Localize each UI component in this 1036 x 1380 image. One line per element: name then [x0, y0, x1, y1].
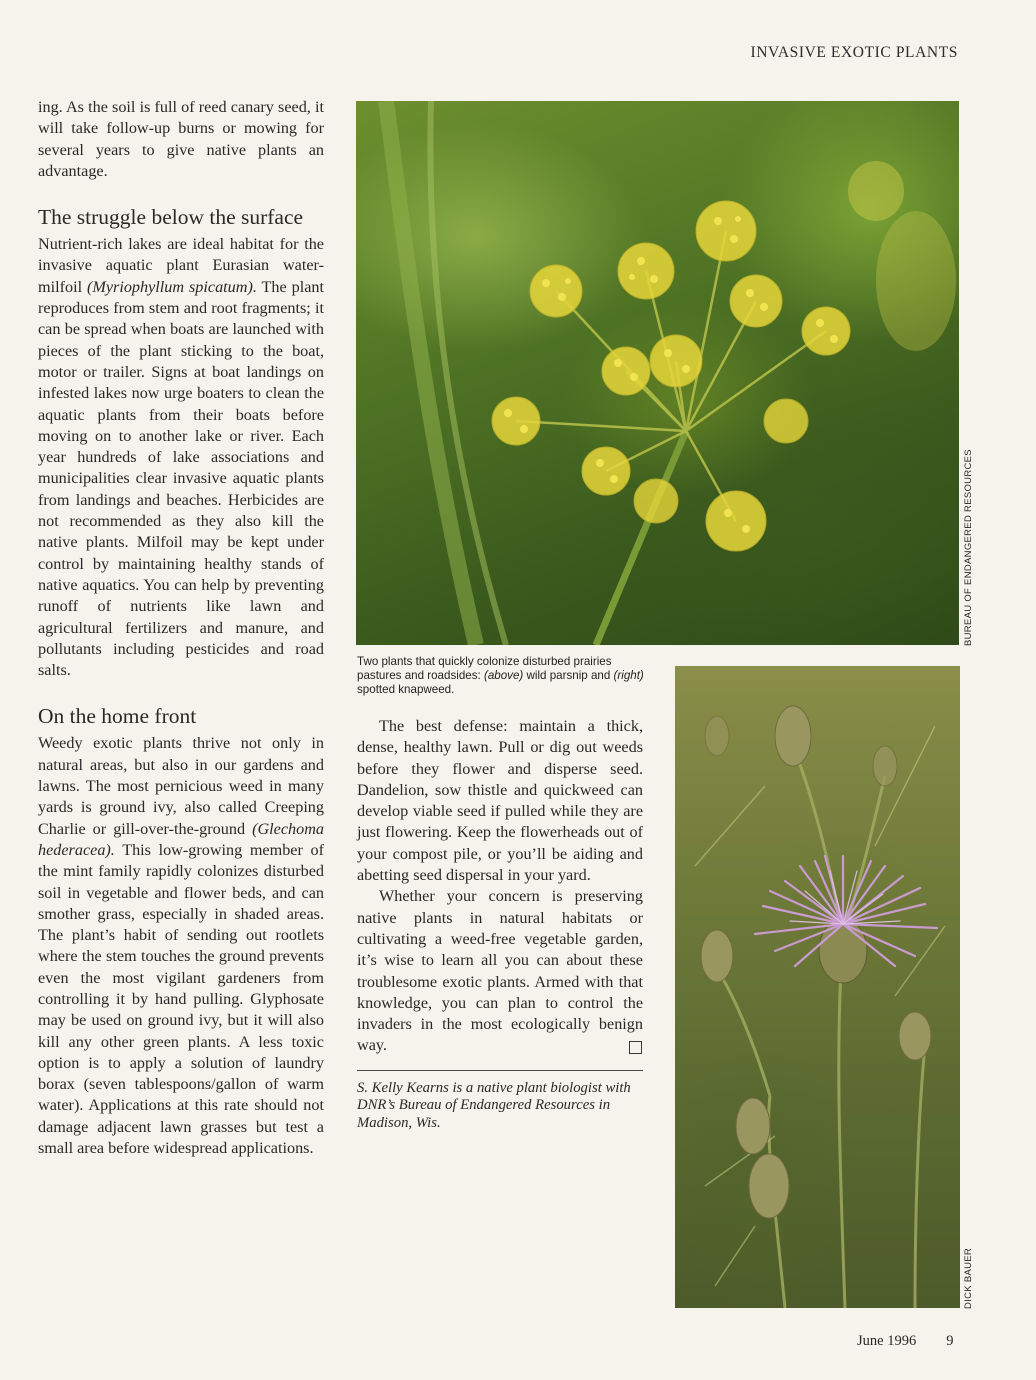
milfoil-scientific-name: (Myriophyllum spicatum).: [86, 277, 257, 296]
conclusion-text: Whether your concern is preserving native plants in natural habitats or cultivating a weed-free vegetable garden, it’s wise to learn all you can about these troublesome exotic plants. Armed with that knowledge, you can plan to control the invaders in the most ecologically benign way.: [357, 887, 643, 1055]
section-heading-home-front: On the home front: [38, 704, 197, 729]
spotted-knapweed-photo: [675, 666, 960, 1308]
wild-parsnip-illustration: [356, 101, 959, 645]
caption-text-b: wild parsnip and: [523, 669, 614, 682]
end-mark-icon: [629, 1041, 642, 1054]
struggle-paragraph: [38, 234, 324, 681]
spotted-knapweed-illustration: [675, 666, 960, 1308]
left-column: [38, 97, 324, 1159]
struggle-text-b: The plant reproduces from stem and root fragments; it can be spread when boats are launched with pieces of the plant sticking to the boat, motor or trailer. Signs at boat landings on infested lakes now urge boaters to clean the aquatic plants from their boats before moving on to another lake or river. Each year hundreds of lake associations and municipalities clear invasive aquatic plants from landings and beaches. Herbicides are not recommended as they also kill the native plants. Milfoil may be kept under control by maintaining healthy stands of native aquatics. You can help by preventing runoff of nutrients like lawn and agricultural fertilizers and manure, and pollutants including pesticides and road salts.: [38, 277, 324, 680]
ground-ivy-scientific-name: (Glechoma hederacea).: [38, 819, 324, 859]
caption-text-a: Two plants that quickly colonize disturbed prairies pastures and roadsides:: [357, 655, 612, 682]
wild-parsnip-photo: [356, 101, 959, 645]
struggle-text-a: Nutrient-rich lakes are ideal habitat for the invasive aquatic plant Eurasian water-milfoil: [38, 235, 324, 296]
page-footer: [857, 1333, 953, 1350]
best-defense-paragraph: The best defense: maintain a thick, dense, healthy lawn. Pull or dig out weeds before they flower and disperse seed. Dandelion, sow thistle and quickweed can develop viable seed if pulled while they are just flowering. Keep the flowerheads out of your compost pile, or you’ll be aiding and abetting seed dispersal in your yard.: [357, 717, 643, 885]
issue-date: June 1996: [857, 1333, 917, 1349]
page-number: 9: [946, 1333, 954, 1349]
conclusion-paragraph: [357, 886, 643, 1056]
knapweed-photo-credit: DICK BAUER: [963, 1247, 974, 1309]
intro-paragraph: ing. As the soil is full of reed canary seed, it will take follow-up burns or mowing for several years to give native plants an advantage.: [38, 98, 324, 180]
parsnip-photo-credit: BUREAU OF ENDANGERED RESOURCES: [963, 449, 974, 646]
middle-column: [357, 716, 643, 1132]
home-front-text-b: This low-growing member of the mint family rapidly colonizes disturbed soil in vegetable and flower beds, and can smother grass, especially in shaded areas. The plant’s habit of sending out rootlets where the stem touches the ground prevents even the most vigilant gardeners from controlling it by hand pulling. Glyphosate may be used on ground ivy, but it will also kill any other green plants. A less toxic option is to apply a solution of laundry borax (seven tablespoons/gallon of warm water). Applications at this rate should not damage adjacent lawn grasses but test a small area before widespread applications.: [38, 840, 324, 1158]
caption-right: (right): [613, 669, 644, 682]
caption-text-c: spotted knapweed.: [357, 683, 455, 696]
caption-above: (above): [483, 669, 524, 682]
author-bio: S. Kelly Kearns is a native plant biologist with DNR’s Bureau of Endangered Resources in Madison, Wis.: [357, 1079, 631, 1131]
running-head: INVASIVE EXOTIC PLANTS: [750, 44, 958, 61]
section-heading-struggle: The struggle below the surface: [38, 205, 304, 230]
bio-divider: [357, 1070, 643, 1071]
home-front-text-a: Weedy exotic plants thrive not only in natural areas, but also in our gardens and lawns. The most pernicious weed in many yards is ground ivy, also called Creeping Charlie or gill-over-the-ground: [38, 734, 324, 838]
home-front-paragraph: [38, 733, 324, 1159]
photo-caption: [357, 655, 647, 697]
